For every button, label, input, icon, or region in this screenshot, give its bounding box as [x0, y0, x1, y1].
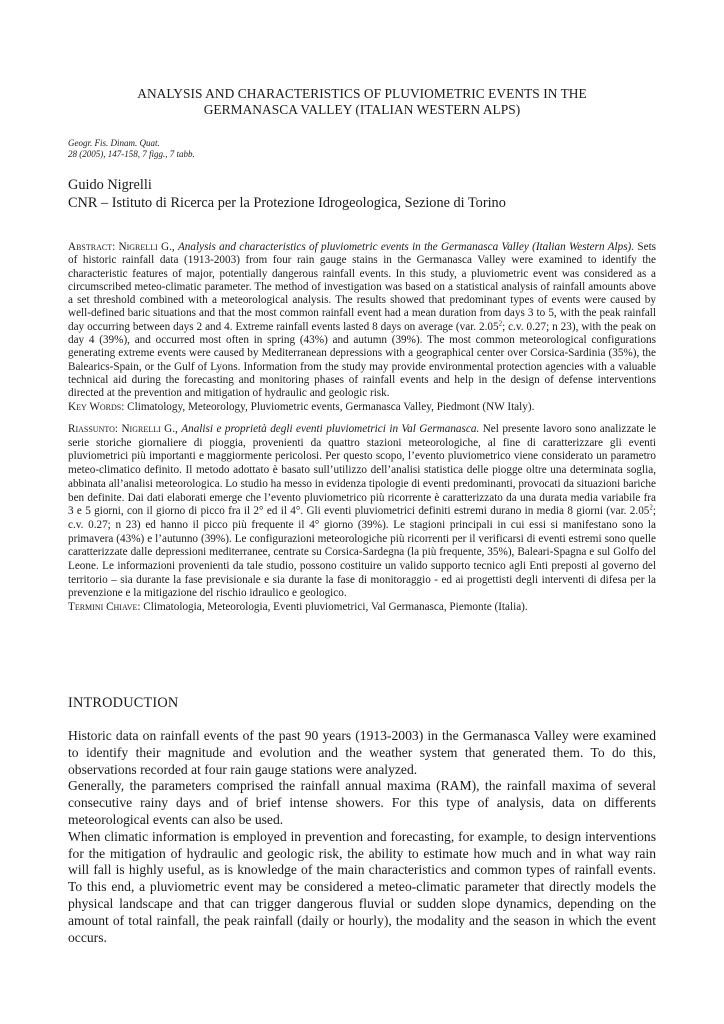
riassunto-keywords: [68, 601, 656, 615]
riassunto-text-2: ; c.v. 0.27; n 23) ed hanno il picco più frequente il 4° giorno (39%). Le stagioni principali in cui essi si manifestano sono la primavera (43%) e l’autunno (39%). Le configurazioni meteorologiche più ricorrenti per il verificarsi di eventi estremi sono quelle caratterizzate dalle depressioni mediterranee, centrate su Corsica-Sardegna (la più frequente, 35%), Baleari-Spagna e sul Golfo del Leone. Le informazioni provenienti da tale studio, possono costituire un valido supporto tecnico agli Enti preposti al governo del territorio – sia durante la fase previsionale e sia durante la fase di monitoraggio - ed ai progettisti degli interventi di difesa per la prevenzione e la mitigazione del rischio idraulico e geologico.: [68, 505, 656, 600]
introduction-heading: INTRODUCTION: [68, 695, 179, 711]
abstract-text-1: Sets of historic rainfall data (1913-2003) from four rain gauge stains in the Germanasca Valley were examined to identify the characteristic features of major, potentially dangerous rainfall events. In this study, a pluviometric event was considered as a circumscribed meteo-climatic parameter. The method of investigation was based on a statistical analysis of rainfall amounts above a set threshold combined with a meteorological analysis. The results showed that predominant types of events were caused by well-defined baric situations and that the most common rainfall event had a mean duration from days 3 to 5, with the peak rainfall day occurring between days 2 and 4. Extreme rainfall events lasted 8 days on average (var. 2.05: [68, 241, 657, 333]
paper-title: [68, 86, 656, 118]
termini-chiave-label: Termini Chiave: [68, 601, 138, 614]
abstract-text-2: ; c.v. 0.27; n 23), with the peak on day 4 (39%), and occurred most often in spring (43%) and autumn (39%). The most common meteorological configurations generating extreme events were caused by Mediterranean depressions with a geographical center over Corsica-Sardinia (35%), the Balearics-Spain, or the Gulf of Lyons. Information from the study may provide environmental protection agencies with a valuable technical aid during the forecasting and monitoring phases of rainfall events and help in the design of defense interventions directed at the prevention and mitigation of hydraulic and geologic risk.: [68, 320, 657, 400]
riassunto-body: Riassunto: Nigrelli G., Analisi e proprietà degli eventi pluviometrici in Val Germanasca. Nel presente lavoro sono analizzate le serie storiche giornaliere di pioggia, provenienti da quattro stazioni meteorologiche, al fine di caratterizzare gli eventi pluviometrici più importanti e maggiormente pericolosi. Per questo scopo, l’evento pluviometrico viene considerato un parametro meteo-climatico definito. Il metodo adottato è basato sull’utilizzo dell’analisi statistica delle piogge oltre una determinata soglia, abbinata all’analisi meteorologica. Lo studio ha messo in evidenza tipologie di eventi predominanti, provocati da situazioni bariche ben definite. Dai dati elaborati emerge che l’evento pluviometrico più ricorrente è caratterizzato da una durata media variabile fra 3 e 5 giorni, con il giorno di picco fra il 2° ed il 4°. Gli eventi pluviometrici definiti estremi durano in media 8 giorni (var. 2.05$^2$; c.v. 0.27; n 23) ed hanno il picco più frequente il 4° giorno (39%). Le stagioni principali in cui essi si manifestano sono la primavera (43%) e l’autunno (39%). Le configurazioni meteorologiche più ricorrenti per il verificarsi di eventi estremi sono quelle caratterizzate dalle depressioni mediterranee, centrate su Corsica-Sardegna (la più frequente, 35%), Baleari-Spagna e sul Golfo del Leone. Le informazioni provenienti da tale studio, possono costituire un valido supporto tecnico agli Enti preposti al governo del territorio – sia durante la fase previsionale e sia durante la fase di monitoraggio - ed ai progettisti degli interventi di difesa per la prevenzione e la mitigazione del rischio idraulico e geologico.: [68, 423, 656, 600]
introduction-body: [68, 728, 656, 946]
riassunto-initial: G.,: [164, 423, 178, 435]
riassunto-label: Riassunto: [68, 423, 115, 435]
riassunto-text-1: Nel presente lavoro sono analizzate le serie storiche giornaliere di pioggia, provenienti da quattro stazioni meteorologiche, al fine di caratterizzare gli eventi pluviometrici più importanti e maggiormente pericolosi. Per questo scopo, l’evento pluviometrico viene considerato un parametro meteo-climatico definito. Il metodo adottato è basato sull’utilizzo dell’analisi statistica delle piogge oltre una determinata soglia, abbinata all’analisi meteorologica. Lo studio ha messo in evidenza tipologie di eventi predominanti, provocati da situazioni bariche ben definite. Dai dati elaborati emerge che l’evento pluviometrico più ricorrente è caratterizzato da una durata media variabile fra 3 e 5 giorni, con il giorno di picco fra il 2° ed il 4°. Gli eventi pluviometrici definiti estremi durano in media 8 giorni (var. 2.05: [68, 423, 656, 518]
riassunto-superscript: 2: [649, 503, 653, 512]
citation-journal: Geogr. Fis. Dinam. Quat.: [68, 138, 160, 148]
abstract-initial: G.,: [160, 241, 175, 253]
title-line-2: GERMANASCA VALLEY (ITALIAN WESTERN ALPS): [203, 102, 521, 117]
riassunto-author-ref: Nigrelli: [121, 423, 161, 435]
intro-paragraph: When climatic information is employed in prevention and forecasting, for example, to design interventions for the mitigation of hydraulic and geologic risk, the ability to estimate how much and in what way rain will fall is highly useful, as is knowledge of the main characteristics and common types of rainfall events. To this end, a pluviometric event may be considered a meteo-climatic parameter that directly models the physical landscape and that can trigger dangerous fluvial or sudden slope dynamics, depending on the amount of total rainfall, the peak rainfall (daily or hourly), the modality and the season in which the event occurs.: [68, 828, 656, 945]
author-affiliation: CNR – Istituto di Ricerca per la Protezione Idrogeologica, Sezione di Torino: [68, 195, 506, 211]
keywords-label: Key Words: [68, 400, 122, 413]
keywords-list: : Climatology, Meteorology, Pluviometric events, Germanasca Valley, Piedmont (NW Italy).: [121, 400, 535, 413]
abstract-paper-title: Analysis and characteristics of pluviometric events in the Germanasca Valley (Italian Western Alps).: [177, 241, 635, 253]
riassunto-section: [68, 423, 656, 615]
abstract-superscript: 2: [498, 319, 503, 328]
intro-paragraph: Historic data on rainfall events of the past 90 years (1913-2003) in the Germanasca Valley were examined to identify their magnitude and evolution and the weather system that generated them. To do this, observations recorded at four rain gauge stations were analyzed.: [68, 728, 656, 777]
citation-volume: 28 (2005), 147-158, 7 figg., 7 tabb.: [68, 148, 195, 159]
title-line-1: ANALYSIS AND CHARACTERISTICS OF PLUVIOMETRIC EVENTS IN THE: [137, 86, 587, 101]
journal-citation: [68, 138, 195, 159]
abstract-body: Abstract: Nigrelli G., Analysis and characteristics of pluviometric events in the Germanasca Valley (Italian Western Alps). Sets of historic rainfall data (1913-2003) from four rain gauge stains in the Germanasca Valley were examined to identify the characteristic features of major, potentially dangerous rainfall events. In this study, a pluviometric event was considered as a circumscribed meteo-climatic parameter. The method of investigation was based on a statistical analysis of rainfall amounts above a set threshold combined with a meteorological analysis. The results showed that predominant types of events were caused by well-defined baric situations and that the most common rainfall event had a mean duration from days 3 to 5, with the peak rainfall day occurring between days 2 and 4. Extreme rainfall events lasted 8 days on average (var. 2.05$^2$; c.v. 0.27; n 23), with the peak on day 4 (39%), and occurred most often in spring (43%) and autumn (39%). The most common meteorological configurations generating extreme events were caused by Mediterranean depressions with a geographical center over Corsica-Sardinia (35%), the Balearics-Spain, or the Gulf of Lyons. Information from the study may provide environmental protection agencies with a valuable technical aid during the forecasting and monitoring phases of rainfall events and help in the design of defense interventions directed at the prevention and mitigation of hydraulic and geologic risk.: [68, 241, 657, 400]
abstract-keywords: [68, 401, 656, 414]
abstract-section: [68, 241, 656, 414]
author-block: [68, 176, 506, 212]
abstract-label: Abstract: [68, 241, 113, 253]
riassunto-paper-title: Analisi e proprietà degli eventi pluviometrici in Val Germanasca.: [181, 423, 480, 435]
termini-chiave-list: : Climatologia, Meteorologia, Eventi pluviometrici, Val Germanasca, Piemonte (Italia).: [137, 601, 528, 614]
intro-paragraph: Generally, the parameters comprised the rainfall annual maxima (RAM), the rainfall maxima of several consecutive rainy days and of brief intense showers. For this type of analysis, data on differents meteorological events can also be used.: [68, 778, 656, 827]
author-name: Guido Nigrelli: [68, 177, 152, 193]
abstract-author-ref: Nigrelli: [118, 241, 158, 253]
